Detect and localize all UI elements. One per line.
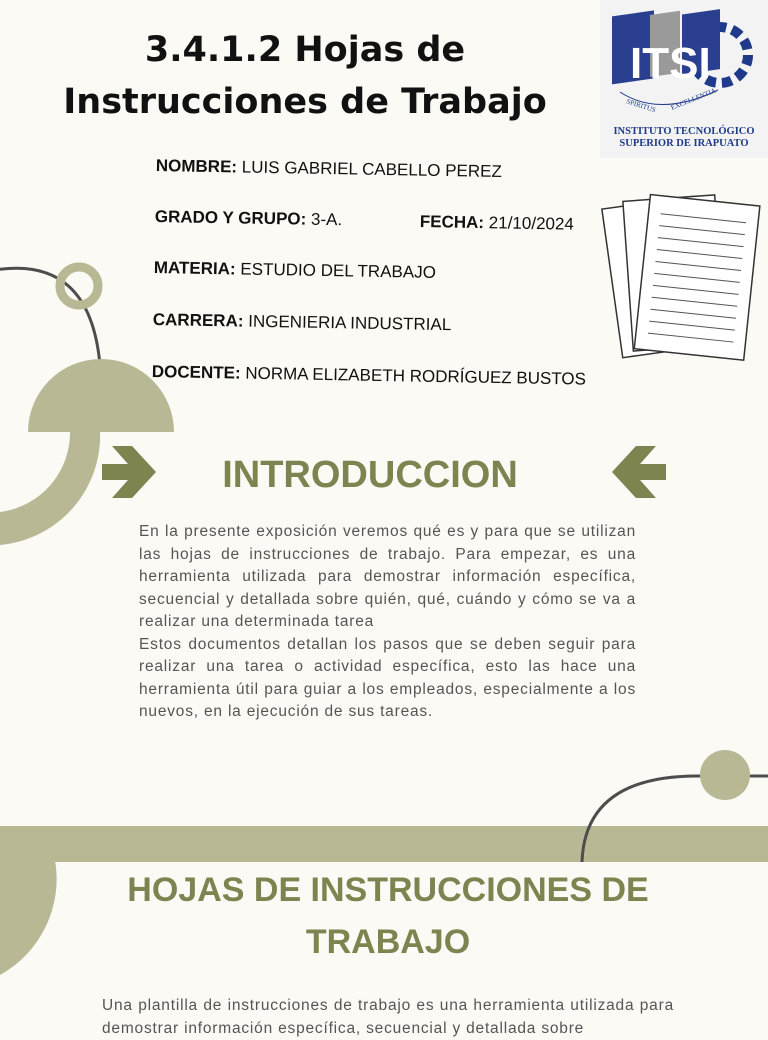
docente-value: NORMA ELIZABETH RODRÍGUEZ BUSTOS bbox=[245, 363, 587, 389]
page-title bbox=[20, 24, 590, 128]
field-fecha bbox=[420, 212, 574, 235]
documents-icon bbox=[598, 188, 768, 373]
logo-motto-right: EXCELLENTIA bbox=[669, 86, 718, 112]
fecha-value: 21/10/2024 bbox=[488, 213, 575, 234]
arc-line-top-left bbox=[0, 268, 100, 365]
docente-label: DOCENTE: bbox=[151, 362, 241, 383]
intro-paragraph-2: Estos documentos detallan los pasos que se deben seguir para realizar una tarea o actividad específica, esto las hace una herramienta útil para guiar a los empleados, especialmente a los nuevos, en la ejecución de sus tareas. bbox=[139, 635, 636, 720]
circle-shape-right bbox=[700, 750, 750, 800]
section2-heading-line-2: TRABAJO bbox=[305, 923, 471, 961]
logo-line-2: SUPERIOR DE IRAPUATO bbox=[619, 138, 749, 149]
intro-text bbox=[139, 521, 636, 724]
logo-line-1: INSTITUTO TECNOLÓGICO bbox=[613, 126, 755, 137]
title-line-1: 3.4.1.2 Hojas de bbox=[144, 30, 466, 70]
logo-institution-name bbox=[600, 126, 768, 150]
materia-label: MATERIA: bbox=[153, 258, 236, 279]
fecha-label: FECHA: bbox=[419, 212, 485, 233]
title-line-2: Instrucciones de Trabajo bbox=[63, 82, 547, 122]
intro-heading: INTRODUCCION bbox=[222, 454, 518, 496]
grado-value: 3-A. bbox=[310, 209, 343, 230]
section2-heading bbox=[90, 864, 686, 968]
bottom-left-arc-shape bbox=[0, 860, 57, 975]
arrow-right-icon bbox=[102, 446, 158, 498]
nombre-label: NOMBRE: bbox=[155, 156, 238, 177]
grado-label: GRADO Y GRUPO: bbox=[154, 207, 307, 229]
arrow-left-icon bbox=[610, 446, 666, 498]
logo-motto-left: SPIRITUS bbox=[625, 97, 657, 115]
nombre-value: LUIS GABRIEL CABELLO PEREZ bbox=[241, 157, 503, 182]
section2-heading-line-1: HOJAS DE INSTRUCCIONES DE bbox=[127, 871, 649, 909]
horizontal-band bbox=[0, 826, 768, 862]
left-arc-shape bbox=[0, 430, 100, 545]
section2-text: Una plantilla de instrucciones de trabajo es una herramienta utilizada para demostrar información específica, secuencial y detallada sobre bbox=[102, 997, 674, 1037]
institution-logo bbox=[600, 0, 768, 158]
intro-paragraph-1: En la presente exposición veremos qué es y para que se utilizan las hojas de instrucciones de trabajo. Para empezar, es una herramienta utilizada para demostrar información específica, secuencial y detallada sobre quién, qué, cuándo y cómo se va a realizar una determinada tarea bbox=[139, 523, 636, 630]
materia-value: ESTUDIO DEL TRABAJO bbox=[240, 259, 437, 282]
carrera-value: INGENIERIA INDUSTRIAL bbox=[248, 311, 452, 335]
logo-letters: ITSI bbox=[630, 39, 711, 88]
field-grado bbox=[155, 207, 343, 230]
logo-emblem bbox=[600, 0, 768, 120]
carrera-label: CARRERA: bbox=[152, 310, 244, 331]
